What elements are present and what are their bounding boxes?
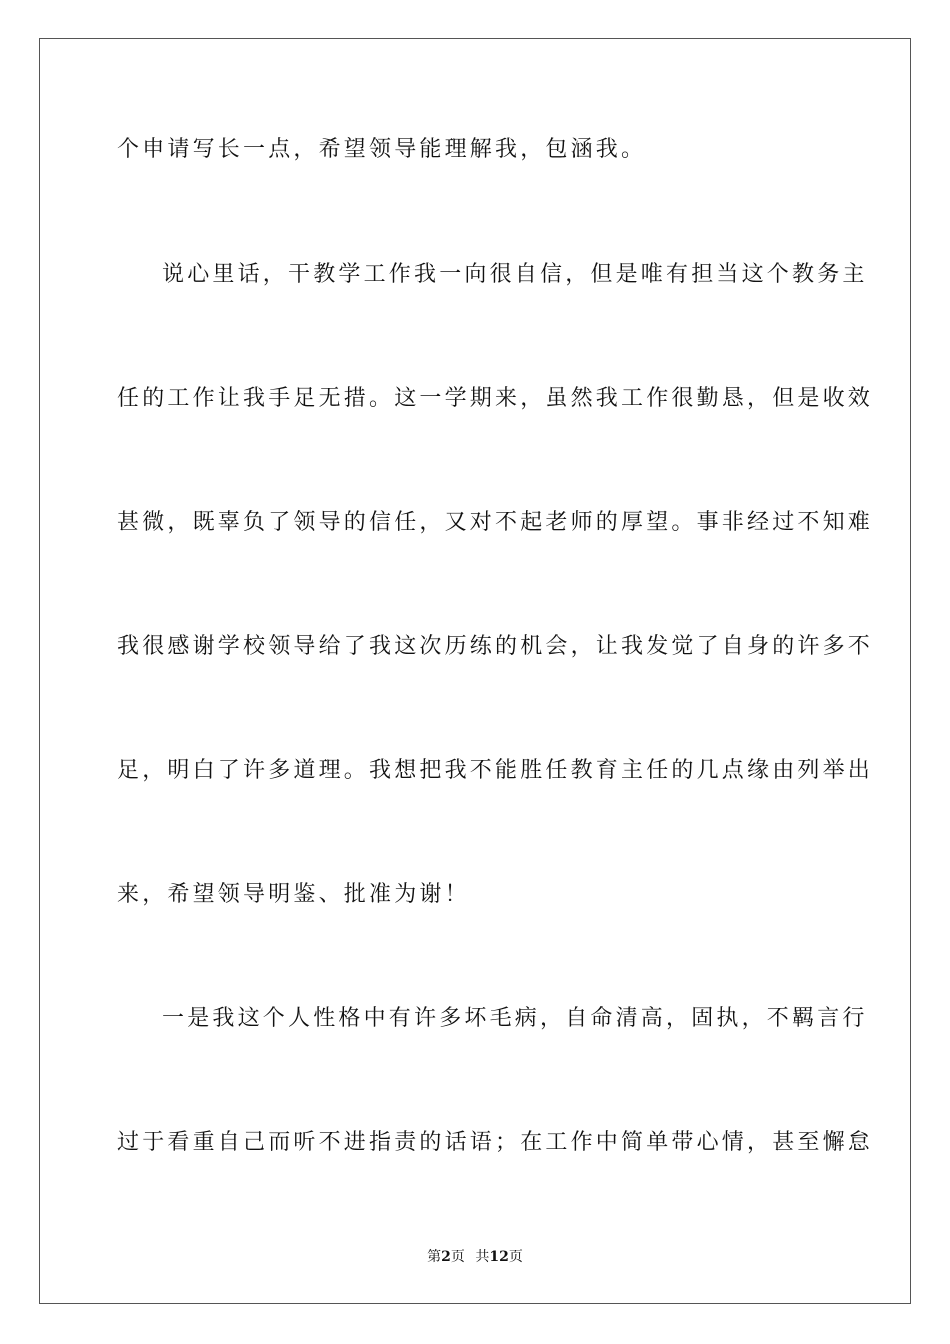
text-line-2: 说心里话，干教学工作我一向很自信，但是唯有担当这个教务主	[162, 262, 868, 287]
text-line-1: 个申请写长一点，希望领导能理解我，包涵我。	[117, 137, 647, 162]
page-unit: 页	[450, 1249, 465, 1265]
text-line-8: 一是我这个人性格中有许多坏毛病，自命清高，固执，不羁言行	[162, 1006, 868, 1031]
text-line-3: 任的工作让我手足无措。这一学期来，虽然我工作很勤恳，但是收效	[117, 386, 874, 411]
page-footer	[0, 1246, 950, 1266]
total-unit: 页	[508, 1249, 523, 1265]
text-line-9: 过于看重自己而听不进指责的话语；在工作中简单带心情，甚至懈怠	[117, 1130, 874, 1155]
page-prefix: 第	[427, 1249, 442, 1265]
text-line-6: 足，明白了许多道理。我想把我不能胜任教育主任的几点缘由列举出	[117, 758, 874, 783]
text-line-7: 来，希望领导明鉴、批准为谢！	[117, 882, 470, 907]
total-indicator	[475, 1249, 522, 1265]
page-border	[39, 38, 911, 1304]
total-prefix: 共	[475, 1249, 490, 1265]
total-pages: 12	[489, 1249, 509, 1265]
text-line-5: 我很感谢学校领导给了我这次历练的机会，让我发觉了自身的许多不	[117, 634, 874, 659]
page-number: 2	[441, 1249, 451, 1265]
text-line-4: 甚微，既辜负了领导的信任，又对不起老师的厚望。事非经过不知难	[117, 510, 874, 535]
page-indicator	[427, 1249, 465, 1265]
